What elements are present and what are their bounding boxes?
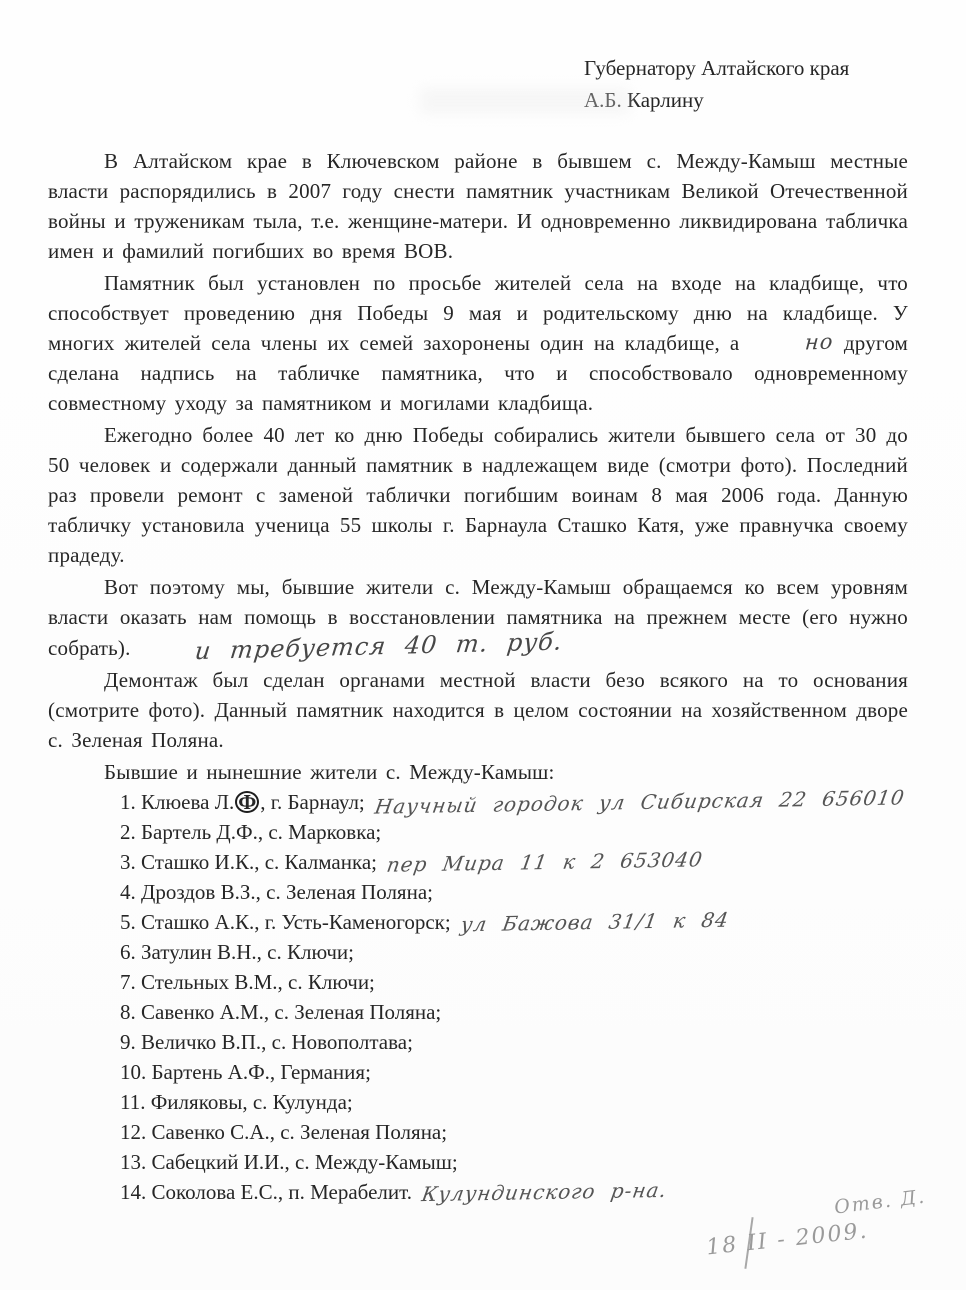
corner-handwritten-notes (706, 1187, 936, 1282)
signatory-name: 3. Сташко И.К., с. Калманка; (120, 850, 377, 874)
signatory-line-7 (120, 967, 908, 997)
recipient-line-1: Губернатору Алтайского края (584, 56, 850, 80)
paragraph-2-text: Памятник был установлен по просьбе жителей села на входе на кладбище, что способствует проведению дня Победы 9 мая и родительскому дню на кладбище. У многих жителей села члены их семей захоронены один на кладбище, а (48, 271, 908, 355)
circled-initial: Ф (235, 791, 259, 813)
signatory-name: 4. Дроздов В.З., с. Зеленая Поляна; (120, 880, 433, 904)
recipient-line-2: А.Б. Карлину (584, 88, 704, 112)
signatory-name: 13. Сабецкий И.И., с. Между-Камыш; (120, 1150, 458, 1174)
signatory-line-6 (120, 937, 908, 967)
signatory-name: 9. Величко В.П., с. Новополтава; (120, 1030, 413, 1054)
recipient-block (584, 52, 908, 116)
signatory-line-12 (120, 1117, 908, 1147)
handwritten-correction: но (804, 329, 835, 355)
signatory-name: 2. Бартель Д.Ф., с. Марковка; (120, 820, 382, 844)
signatory-name: 14. Соколова Е.С., п. Мерабелит. (120, 1180, 412, 1204)
paragraph-4-text: Вот поэтому мы, бывшие жители с. Между-Камыш обращаемся ко всем уровням власти оказать нам помощь в восстановлении памятника на прежнем месте (его нужно собрать). (48, 575, 908, 660)
signatories-list (120, 787, 908, 1207)
paragraph-4 (48, 572, 908, 666)
signatory-name: 11. Филяковы, с. Кулунда; (120, 1090, 353, 1114)
signatory-name: 7. Стельных В.М., с. Ключи; (120, 970, 375, 994)
handwritten-address: ул Бажова 31/1 к 84 (458, 907, 731, 937)
signatory-line-13 (120, 1147, 908, 1177)
handwritten-cost-note: и требуется 40 т. руб. (193, 627, 564, 666)
signatory-name: 8. Савенко А.М., с. Зеленая Поляна; (120, 1000, 442, 1024)
signatory-line-11 (120, 1087, 908, 1117)
signatory-name: 12. Савенко С.А., с. Зеленая Поляна; (120, 1120, 448, 1144)
signatory-line-1 (120, 787, 908, 817)
signatory-line-8 (120, 997, 908, 1027)
handwritten-address: Научный городок ул Сибирская 22 656010 (372, 785, 907, 819)
signatories-intro: Бывшие и нынешние жители с. Между-Камыш: (104, 760, 555, 784)
handwritten-note: Отв. Д. (832, 1185, 927, 1219)
handwritten-address: пер Мира 11 к 2 653040 (385, 847, 705, 877)
scan-smudge (420, 88, 630, 114)
signatory-name: 5. Сташко А.К., г. Усть-Каменогорск; (120, 910, 451, 934)
paragraph-2-text-cont: другом сделана надпись на табличке памятника, что и способствовало одновременному совместному уходу за памятником и могилами кладбища. (48, 331, 908, 415)
handwritten-date: 18 II - 2009. (705, 1218, 870, 1261)
signatory-line-3 (120, 847, 908, 877)
signatory-line-10 (120, 1057, 908, 1087)
signatory-line-9 (120, 1027, 908, 1057)
signatory-line-2 (120, 817, 908, 847)
signatory-name: 10. Бартень А.Ф., Германия; (120, 1060, 371, 1084)
paragraph-2 (48, 268, 908, 418)
signatory-name: 1. Клюева Л. (120, 790, 235, 814)
paragraph-3: Ежегодно более 40 лет ко дню Победы собирались жители бывшего села от 30 до 50 человек и содержали данный памятник в надлежащем виде (смотри фото). Последний раз провели ремонт с заменой таблички погибшим воинам 8 мая 2006 года. Данную табличку установила ученица 55 школы г. Барнаула Сташко Катя, уже правнучка своему прадеду. (48, 423, 908, 567)
paragraph-1: В Алтайском крае в Ключевском районе в бывшем с. Между-Камыш местные власти распорядились в 2007 году снести памятник участникам Великой Отечественной войны и труженикам тыла, т.е. женщине-матери. И одновременно ликвидирована табличка имен и фамилий погибших во время ВОВ. (48, 149, 908, 263)
paragraph-5: Демонтаж был сделан органами местной власти безо всякого на то основания (смотрите фото). Данный памятник находится в целом состоянии на хозяйственном дворе с. Зеленая Поляна. (48, 668, 908, 752)
signatory-name-cont: , г. Барнаул; (260, 790, 365, 814)
handwritten-district: Кулундинского р-на. (420, 1177, 669, 1207)
signatory-name: 6. Затулин В.Н., с. Ключи; (120, 940, 354, 964)
signatory-line-4 (120, 877, 908, 907)
signatory-line-5 (120, 907, 908, 937)
